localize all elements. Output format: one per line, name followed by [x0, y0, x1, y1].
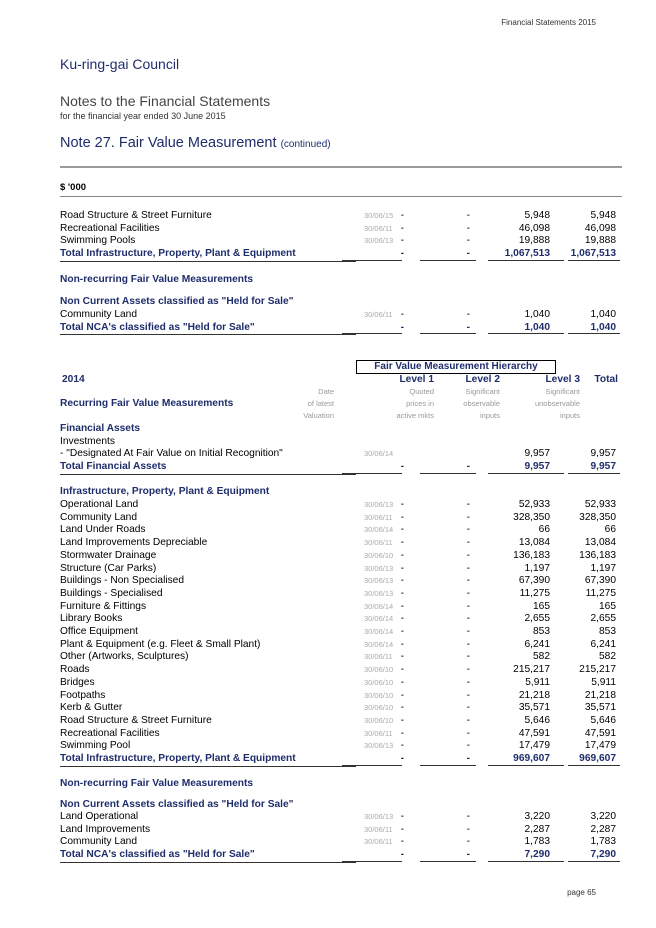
level2-value: -: [466, 836, 470, 848]
table-row: [60, 740, 622, 753]
table-row: [60, 613, 622, 626]
l2-sub-1: Significant: [465, 387, 500, 396]
level3-value: 66: [538, 524, 550, 536]
level1-value: -: [400, 321, 404, 333]
total-value: 1,783: [590, 836, 616, 848]
level3-value: 1,197: [524, 562, 550, 574]
level2-value: -: [466, 461, 470, 472]
total-value: 328,350: [579, 511, 616, 523]
table-row: [60, 223, 622, 236]
row-date: 30/06/11: [364, 837, 393, 847]
level2-header: Level 2: [465, 374, 500, 385]
table-row: [60, 524, 622, 537]
total-underline: [488, 260, 564, 261]
row-date: 30/06/10: [364, 703, 394, 713]
level2-value: -: [466, 740, 470, 752]
notes-title: Notes to the Financial Statements: [60, 93, 271, 109]
level2-value: -: [466, 499, 470, 510]
table-row: [60, 210, 622, 223]
table-row: [60, 588, 622, 601]
level3-value: 21,218: [518, 689, 550, 701]
level1-value: -: [400, 727, 404, 739]
level2-value: -: [466, 626, 470, 637]
table-row: [60, 690, 622, 703]
level1-value: -: [400, 664, 404, 676]
total-underline: [342, 260, 402, 261]
level3-value: 2,287: [524, 823, 550, 835]
table-row: [60, 512, 622, 525]
row-date: 30/06/11: [364, 652, 393, 662]
row-date: 30/06/14: [364, 639, 394, 649]
table-row: [60, 836, 622, 849]
level1-value: -: [400, 562, 404, 574]
row-date: 30/06/11: [364, 728, 393, 738]
l3-sub-1: Significant: [545, 387, 580, 396]
level2-value: -: [466, 811, 470, 822]
row-date: 30/06/13: [364, 500, 394, 509]
level2-value: -: [466, 613, 470, 625]
level3-value: 6,241: [524, 638, 550, 650]
total-value: 136,183: [579, 549, 616, 561]
total-row: [60, 322, 622, 335]
total-value: 1,040: [590, 309, 616, 320]
level3-value: 1,040: [524, 321, 550, 333]
level1-value: -: [400, 600, 404, 612]
total-value: 46,098: [584, 222, 616, 234]
level2-value: -: [466, 587, 470, 599]
level1-value: -: [400, 309, 404, 320]
note-title: [60, 135, 331, 151]
level1-value: -: [400, 511, 404, 523]
row-date: 30/06/13: [364, 563, 394, 573]
total-underline: [568, 765, 620, 766]
level2-value: -: [466, 849, 470, 861]
row-date: 30/06/11: [364, 824, 393, 834]
level2-value: -: [466, 714, 470, 726]
level1-value: -: [400, 676, 404, 688]
level2-value: -: [466, 321, 470, 333]
level3-value: 215,217: [513, 664, 550, 676]
nca-heading-2014: Non Current Assets classified as "Held for Sale": [60, 799, 294, 810]
level1-value: -: [400, 613, 404, 625]
table-row: [60, 728, 622, 741]
level3-value: 47,591: [518, 727, 550, 739]
row-date: 30/06/14: [364, 601, 394, 611]
table-row: [60, 664, 622, 677]
row-label: Swimming Pool: [60, 740, 131, 752]
total-value: 66: [604, 524, 616, 536]
table-row: [60, 537, 622, 550]
level1-value: -: [400, 587, 404, 599]
total-underline: [488, 473, 564, 474]
level1-value: -: [400, 499, 404, 510]
level2-value: -: [466, 753, 470, 764]
level2-value: -: [466, 689, 470, 701]
level3-value: 67,390: [518, 575, 550, 587]
total-row: [60, 461, 622, 474]
row-label: Recreational Facilities: [60, 727, 160, 739]
l2-sub-2: observable: [463, 399, 500, 408]
level3-value: 7,290: [524, 849, 550, 861]
total-row: [60, 248, 622, 261]
total-value: 17,479: [584, 740, 616, 752]
level2-value: -: [466, 524, 470, 536]
row-label: Structure (Car Parks): [60, 562, 157, 574]
row-label: Operational Land: [60, 499, 139, 510]
level1-value: -: [400, 811, 404, 822]
row-label: Road Structure & Street Furniture: [60, 714, 212, 726]
total-value: 19,888: [584, 235, 616, 247]
row-label: Buildings - Specialised: [60, 587, 163, 599]
total-row: [60, 849, 622, 862]
row-label: Kerb & Gutter: [60, 702, 123, 714]
level3-value: 5,911: [525, 676, 550, 688]
level1-value: -: [400, 210, 404, 221]
total-underline: [420, 260, 476, 261]
table-row: [60, 677, 622, 690]
total-value: 5,948: [590, 210, 616, 221]
level1-value: -: [400, 753, 404, 764]
row-date: 30/06/10: [364, 715, 394, 725]
table-row: [60, 651, 622, 664]
level3-value: 969,607: [513, 753, 550, 764]
level2-value: -: [466, 235, 470, 247]
year-2014: 2014: [62, 374, 85, 385]
row-date: 30/06/13: [364, 741, 394, 751]
level2-value: -: [466, 248, 470, 260]
total-value: 582: [599, 651, 616, 663]
row-date: 30/06/13: [364, 576, 394, 586]
level1-value: -: [400, 651, 404, 663]
table-row: [60, 235, 622, 248]
nca-heading-2015: Non Current Assets classified as "Held for Sale": [60, 296, 294, 307]
l3-sub-3: inputs: [559, 411, 580, 420]
total-value: 1,040: [590, 321, 616, 333]
row-label: Other (Artworks, Sculptures): [60, 651, 189, 663]
table-row: [60, 499, 622, 512]
level1-value: -: [400, 689, 404, 701]
total-value: 21,218: [584, 689, 616, 701]
level2-value: -: [466, 222, 470, 234]
row-label: Total Infrastructure, Property, Plant & Equipment: [60, 248, 356, 262]
level1-value: -: [400, 638, 404, 650]
level1-value: -: [400, 626, 404, 637]
row-date: 30/06/10: [364, 677, 394, 687]
total-value: 2,287: [590, 823, 616, 835]
header-rule: [60, 166, 622, 168]
total-underline: [568, 333, 620, 334]
level1-value: -: [400, 524, 404, 536]
level3-value: 35,571: [518, 702, 550, 714]
total-underline: [420, 861, 476, 862]
total-underline: [420, 473, 476, 474]
row-label: Community Land: [60, 836, 138, 848]
level1-value: -: [400, 714, 404, 726]
total-value: 11,275: [585, 587, 616, 599]
row-label: Office Equipment: [60, 626, 138, 637]
total-underline: [488, 333, 564, 334]
note-title-text: Note 27. Fair Value Measurement: [60, 135, 277, 151]
level1-value: -: [400, 575, 404, 587]
total-value: 9,957: [590, 448, 616, 459]
level3-value: 52,933: [518, 499, 550, 510]
level1-value: -: [400, 823, 404, 835]
level3-value: 5,646: [524, 714, 550, 726]
period-subtitle: for the financial year ended 30 June 2015: [60, 111, 226, 121]
total-value: 215,217: [579, 664, 616, 676]
level3-value: 2,655: [524, 613, 550, 625]
total-underline: [342, 473, 402, 474]
l3-sub-2: unobservable: [534, 399, 580, 408]
level3-value: 582: [533, 651, 550, 663]
level3-value: 19,888: [518, 235, 550, 247]
row-date: 30/06/11: [364, 310, 393, 319]
level3-value: 328,350: [513, 511, 550, 523]
level2-value: -: [466, 549, 470, 561]
council-name: Ku-ring-gai Council: [60, 56, 180, 72]
row-date: 30/06/10: [364, 690, 394, 700]
level2-value: -: [466, 664, 470, 676]
financial-assets-heading: Financial Assets: [60, 423, 141, 434]
unit-label: $ '000: [60, 182, 87, 193]
table-row: [60, 811, 622, 824]
total-value: 9,957: [590, 461, 616, 472]
total-underline: [488, 765, 564, 766]
row-date: 30/06/10: [364, 550, 394, 560]
row-date: 30/06/11: [364, 512, 393, 522]
level2-value: -: [466, 651, 470, 663]
table-row: [60, 626, 622, 639]
row-label: Library Books: [60, 613, 123, 625]
total-value: 47,591: [584, 727, 616, 739]
total-header: Total: [594, 374, 618, 385]
row-label: - "Designated At Fair Value on Initial Recognition": [60, 448, 283, 459]
level1-value: -: [400, 702, 404, 714]
level3-value: 1,783: [524, 836, 550, 848]
row-label: Recreational Facilities: [60, 222, 160, 234]
row-label: Total Financial Assets: [60, 461, 356, 475]
row-label: Land Improvements: [60, 823, 151, 835]
row-label: Total Infrastructure, Property, Plant & Equipment: [60, 753, 356, 767]
total-value: 969,607: [579, 753, 616, 764]
date-sub-1: Date: [318, 387, 334, 396]
level3-value: 9,957: [524, 461, 550, 472]
total-value: 5,911: [591, 676, 616, 688]
level1-value: -: [400, 549, 404, 561]
l1-sub-3: active mkts: [396, 411, 434, 420]
level3-value: 853: [533, 626, 550, 637]
level1-value: -: [400, 537, 404, 549]
total-underline: [488, 861, 564, 862]
level1-value: -: [400, 836, 404, 848]
row-date: 30/06/11: [364, 223, 393, 233]
table-row: [60, 702, 622, 715]
row-date: 30/06/14: [364, 525, 394, 535]
hierarchy-title: Fair Value Measurement Hierarchy: [356, 360, 556, 374]
level1-value: -: [400, 849, 404, 861]
level1-value: -: [400, 235, 404, 247]
level3-value: 1,040: [524, 309, 550, 320]
level2-value: -: [466, 823, 470, 835]
running-header: Financial Statements 2015: [501, 18, 596, 27]
total-underline: [568, 473, 620, 474]
row-label: Bridges: [60, 676, 95, 688]
total-value: 5,646: [590, 714, 616, 726]
total-underline: [342, 765, 402, 766]
level1-value: -: [400, 248, 404, 260]
row-label: Stormwater Drainage: [60, 549, 157, 561]
table-row: [60, 448, 622, 461]
row-date: 30/06/14: [364, 614, 394, 624]
page-number: page 65: [567, 888, 596, 897]
level2-value: -: [466, 210, 470, 221]
table-row: [60, 824, 622, 837]
row-date: 30/06/13: [364, 588, 394, 598]
total-value: 52,933: [584, 499, 616, 510]
row-date: 30/06/10: [364, 665, 394, 675]
row-label: Roads: [60, 664, 90, 676]
row-date: 30/06/14: [364, 449, 394, 458]
level2-value: -: [466, 309, 470, 320]
unit-rule: [60, 196, 622, 197]
total-underline: [420, 765, 476, 766]
row-date: 30/06/13: [364, 812, 394, 821]
row-date: 30/06/15: [364, 211, 394, 220]
total-underline: [342, 333, 402, 334]
row-label: Buildings - Non Specialised: [60, 575, 185, 587]
row-label: Plant & Equipment (e.g. Fleet & Small Plant): [60, 638, 261, 650]
total-underline: [342, 861, 402, 862]
row-label: Land Improvements Depreciable: [60, 537, 208, 549]
row-label: Land Operational: [60, 811, 139, 822]
row-label: Road Structure & Street Furniture: [60, 210, 212, 221]
total-value: 1,067,513: [570, 248, 616, 260]
total-value: 13,084: [584, 537, 616, 549]
row-label: Total NCA's classified as "Held for Sale": [60, 322, 356, 336]
table-row: [60, 563, 622, 576]
row-date: 30/06/14: [364, 627, 394, 636]
investments-label: Investments: [60, 436, 115, 447]
table-row: [60, 601, 622, 614]
nonrecurring-heading-2015: Non-recurring Fair Value Measurements: [60, 274, 254, 285]
level2-value: -: [466, 537, 470, 549]
table-row: [60, 715, 622, 728]
level3-value: 3,220: [524, 811, 550, 822]
ipe-heading-2014: Infrastructure, Property, Plant & Equipment: [60, 486, 270, 497]
level3-value: 165: [533, 600, 550, 612]
level3-value: 136,183: [513, 549, 550, 561]
row-label: Community Land: [60, 511, 138, 523]
table-row: [60, 550, 622, 563]
level3-value: 17,479: [518, 740, 550, 752]
date-sub-2: of latest: [307, 399, 334, 408]
note-continued: (continued): [280, 139, 331, 150]
total-underline: [420, 333, 476, 334]
level2-value: -: [466, 727, 470, 739]
table-row: [60, 575, 622, 588]
table-row: [60, 309, 622, 322]
l2-sub-3: inputs: [479, 411, 500, 420]
level2-value: -: [466, 638, 470, 650]
l1-sub-2: prices in: [406, 399, 434, 408]
row-label: Furniture & Fittings: [60, 600, 147, 612]
level2-value: -: [466, 702, 470, 714]
level1-value: -: [400, 461, 404, 472]
l1-sub-1: Quoted: [409, 387, 434, 396]
total-value: 165: [599, 600, 616, 612]
date-sub-3: Valuation: [303, 411, 334, 420]
total-value: 6,241: [590, 638, 616, 650]
row-label: Community Land: [60, 309, 138, 320]
level1-value: -: [400, 222, 404, 234]
row-date: 30/06/13: [364, 236, 394, 246]
level3-value: 46,098: [518, 222, 550, 234]
level3-value: 1,067,513: [504, 248, 550, 260]
total-value: 2,655: [590, 613, 616, 625]
level3-value: 11,275: [519, 587, 550, 599]
total-row: [60, 753, 622, 766]
level2-value: -: [466, 511, 470, 523]
row-label: Swimming Pools: [60, 235, 136, 247]
total-value: 1,197: [590, 562, 616, 574]
level2-value: -: [466, 575, 470, 587]
total-underline: [568, 861, 620, 862]
row-label: Total NCA's classified as "Held for Sale": [60, 849, 356, 863]
row-label: Land Under Roads: [60, 524, 146, 536]
level1-header: Level 1: [399, 374, 434, 385]
total-value: 853: [599, 626, 616, 637]
total-underline: [568, 260, 620, 261]
total-value: 35,571: [584, 702, 616, 714]
table-row: [60, 639, 622, 652]
level1-value: -: [400, 740, 404, 752]
level3-header: Level 3: [545, 374, 580, 385]
total-value: 3,220: [590, 811, 616, 822]
level2-value: -: [466, 562, 470, 574]
level2-value: -: [466, 600, 470, 612]
total-value: 7,290: [590, 849, 616, 861]
total-value: 67,390: [584, 575, 616, 587]
recurring-heading: Recurring Fair Value Measurements: [60, 398, 234, 409]
level3-value: 13,084: [518, 537, 550, 549]
row-date: 30/06/11: [364, 538, 393, 548]
level2-value: -: [466, 676, 470, 688]
level3-value: 9,957: [524, 448, 550, 459]
nonrecurring-heading-2014: Non-recurring Fair Value Measurements: [60, 778, 254, 789]
row-label: Footpaths: [60, 689, 106, 701]
level3-value: 5,948: [524, 210, 550, 221]
